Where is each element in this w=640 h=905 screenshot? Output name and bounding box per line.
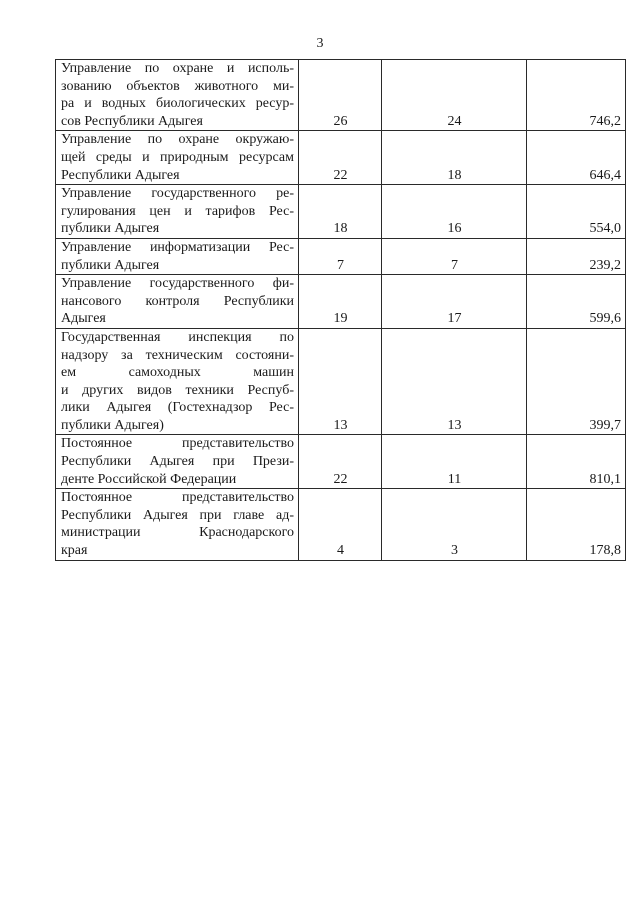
value-cell-col-3: 554,0 xyxy=(527,185,626,239)
agency-name-line: Республики Адыгея xyxy=(61,167,180,183)
agency-name-line: лики Адыгея (Гостехнадзор Рес- xyxy=(61,400,294,416)
value-cell-col-2: 24 xyxy=(382,60,527,131)
value-cell-col-1: 18 xyxy=(299,185,382,239)
value-cell-col-1: 26 xyxy=(299,60,382,131)
table-row xyxy=(56,185,626,239)
agency-name-line: Адыгея xyxy=(61,311,106,327)
value-cell-col-1: 22 xyxy=(299,131,382,185)
agency-name-line: Управление по охране окружаю- xyxy=(61,132,294,148)
table-row xyxy=(56,131,626,185)
agency-name-line: надзору за техническим состояни- xyxy=(61,347,294,363)
table-row xyxy=(56,275,626,329)
value-cell-col-3: 599,6 xyxy=(527,275,626,329)
value-cell-col-2: 16 xyxy=(382,185,527,239)
agency-name-cell xyxy=(56,328,299,435)
value-cell-col-1: 7 xyxy=(299,238,382,274)
agency-name-line: сов Республики Адыгея xyxy=(61,113,203,129)
agency-name-line: публики Адыгея xyxy=(61,257,160,273)
agency-name-line: зованию объектов животного ми- xyxy=(61,78,294,94)
value-cell-col-2: 18 xyxy=(382,131,527,185)
agency-name-line: гулирования цен и тарифов Рес- xyxy=(61,203,294,219)
value-cell-col-1: 13 xyxy=(299,328,382,435)
agency-name-line: и других видов техники Респуб- xyxy=(61,382,294,398)
page-number: 3 xyxy=(316,36,324,51)
agency-name-cell xyxy=(56,131,299,185)
value-cell-col-3: 399,7 xyxy=(527,328,626,435)
agency-name-cell xyxy=(56,489,299,560)
value-cell-col-1: 19 xyxy=(299,275,382,329)
value-cell-col-3: 239,2 xyxy=(527,238,626,274)
agency-name-cell xyxy=(56,238,299,274)
agency-name-line: щей среды и природным ресурсам xyxy=(61,149,294,165)
table-row xyxy=(56,435,626,489)
agency-name-line: ра и водных биологических ресур- xyxy=(61,96,294,112)
agency-name-line: ем самоходных машин xyxy=(61,365,294,381)
table-body xyxy=(56,60,626,561)
value-cell-col-2: 3 xyxy=(382,489,527,560)
agency-name-line: Управление государственного ре- xyxy=(61,186,294,202)
agency-name-line: Республики Адыгея при главе ад- xyxy=(61,507,294,523)
table-row xyxy=(56,238,626,274)
agency-name-line: публики Адыгея xyxy=(61,221,160,237)
agency-name-line: Управление информатизации Рес- xyxy=(61,239,294,255)
agency-name-cell xyxy=(56,60,299,131)
agency-name-cell xyxy=(56,185,299,239)
table-row xyxy=(56,489,626,560)
value-cell-col-3: 746,2 xyxy=(527,60,626,131)
agency-name-cell xyxy=(56,275,299,329)
agency-name-line: Постоянное представительство xyxy=(61,490,294,506)
agency-name-line: Управление по охране и исполь- xyxy=(61,61,294,76)
agency-name-line: Государственная инспекция по xyxy=(61,329,294,345)
value-cell-col-2: 17 xyxy=(382,275,527,329)
value-cell-col-2: 11 xyxy=(382,435,527,489)
value-cell-col-2: 7 xyxy=(382,238,527,274)
agency-name-cell xyxy=(56,435,299,489)
agency-name-line: края xyxy=(61,543,88,559)
agency-name-line: нансового контроля Республики xyxy=(61,293,294,309)
value-cell-col-2: 13 xyxy=(382,328,527,435)
agencies-table xyxy=(55,59,626,561)
agency-name-line: публики Адыгея) xyxy=(61,417,164,433)
value-cell-col-3: 646,4 xyxy=(527,131,626,185)
agency-name-line: министрации Краснодарского xyxy=(61,525,294,541)
table-row xyxy=(56,60,626,131)
agency-name-line: денте Российской Федерации xyxy=(61,471,237,487)
value-cell-col-3: 178,8 xyxy=(527,489,626,560)
agency-name-line: Управление государственного фи- xyxy=(61,276,294,292)
value-cell-col-3: 810,1 xyxy=(527,435,626,489)
agency-name-line: Республики Адыгея при Прези- xyxy=(61,454,294,470)
table-row xyxy=(56,328,626,435)
value-cell-col-1: 22 xyxy=(299,435,382,489)
agency-name-line: Постоянное представительство xyxy=(61,436,294,452)
value-cell-col-1: 4 xyxy=(299,489,382,560)
